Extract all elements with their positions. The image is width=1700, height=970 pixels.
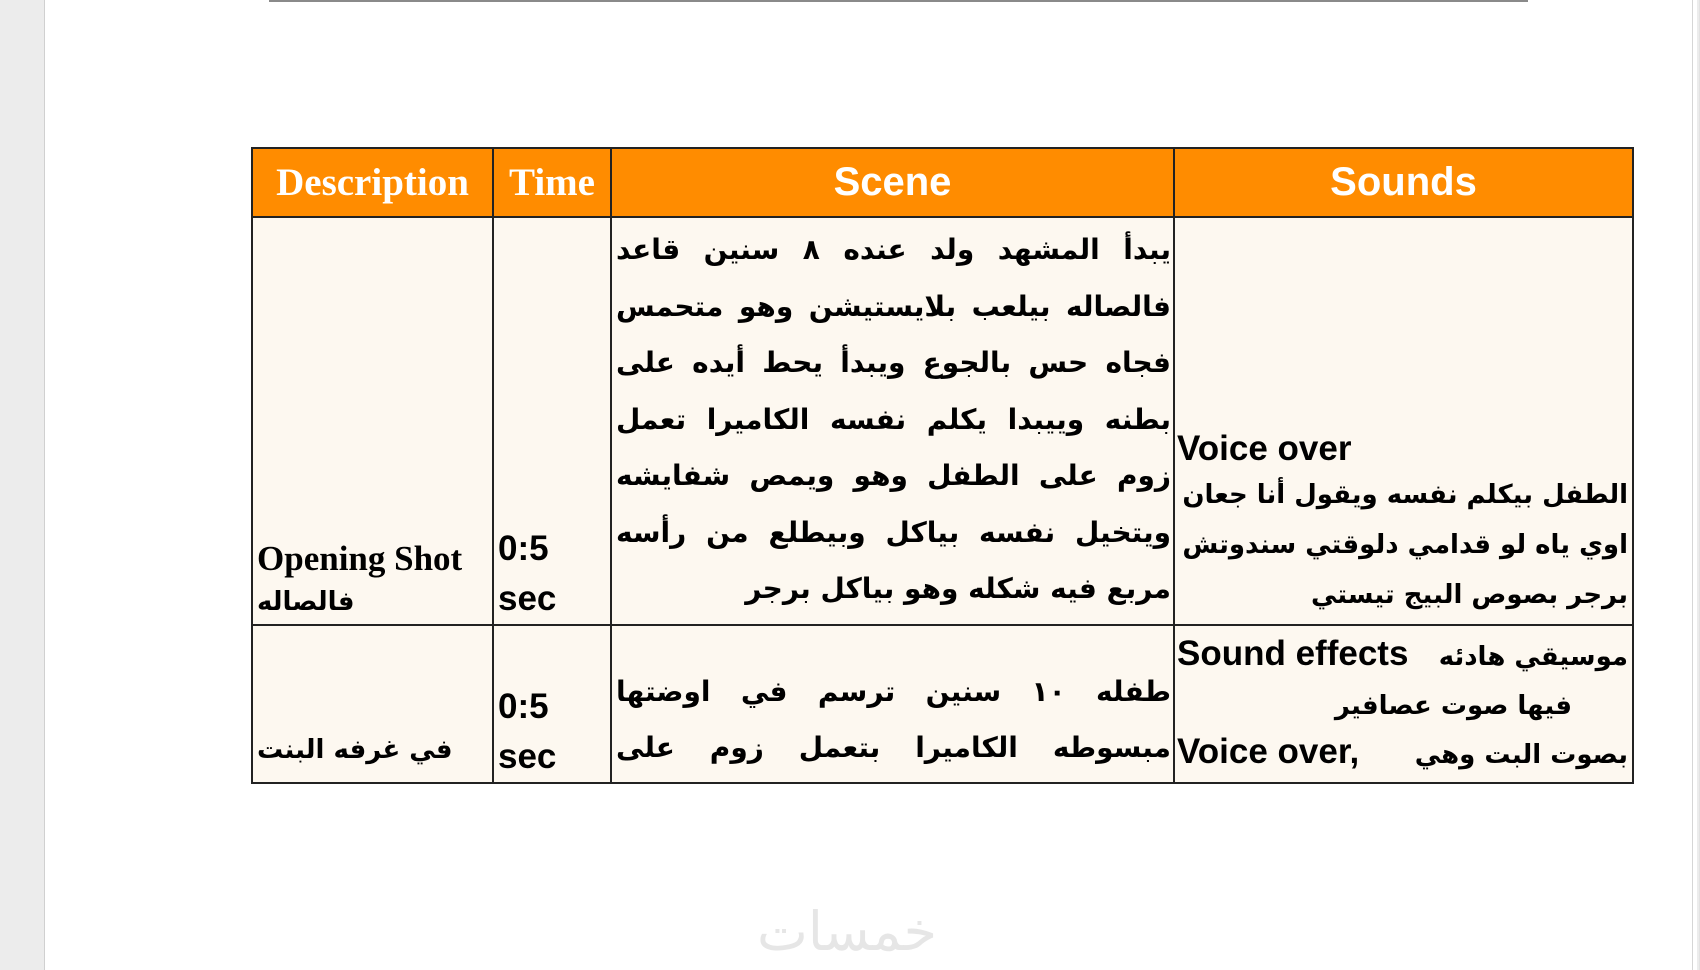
description-location: فالصاله bbox=[257, 586, 355, 617]
sounds-text: الطفل بيكلم نفسه ويقول أنا جعان اوي ياه لو قدامي دلوقتي سندوتش برجر بصوص البيج تيستي bbox=[1182, 479, 1628, 610]
time-unit: sec bbox=[498, 578, 557, 618]
table-row bbox=[252, 217, 1633, 625]
header-time: Time bbox=[493, 148, 611, 217]
scene-text: يبدأ المشهد ولد عنده ٨ سنين قاعد فالصاله بيلعب بلايستيشن وهو متحمس فجاه حس بالجوع ويبدأ يحط أيده على بطنه وييبدا يكلم نفسه الكاميرا تعمل زوم على الطفل وهو ويمص شفايشه ويتخيل نفسه بياكل وبيطلع من رأسه مربع فيه شكله وهو بياكل برجر bbox=[616, 233, 1171, 605]
time-cell bbox=[493, 217, 611, 625]
sound-effects-text: موسيقي هادئه bbox=[1438, 641, 1628, 672]
page-edge bbox=[1692, 0, 1693, 970]
description-cell bbox=[252, 217, 493, 625]
storyboard-table bbox=[251, 147, 1634, 784]
voice-over-text: بصوت البت وهي bbox=[1414, 739, 1628, 770]
description-title: Opening Shot bbox=[257, 538, 463, 578]
top-horizontal-rule bbox=[269, 0, 1528, 2]
time-value: 0:5 bbox=[498, 686, 549, 726]
watermark-logo: خمسات bbox=[757, 900, 938, 963]
time-value: 0:5 bbox=[498, 528, 549, 568]
sounds-label: Voice over bbox=[1177, 428, 1352, 468]
sounds-cell bbox=[1174, 217, 1633, 625]
table-header-row bbox=[252, 148, 1633, 217]
header-sounds: Sounds bbox=[1174, 148, 1633, 217]
table-row bbox=[252, 625, 1633, 783]
header-description: Description bbox=[252, 148, 493, 217]
sound-effects-text-2: فيها صوت عصافير bbox=[1334, 690, 1572, 721]
voice-over-label: Voice over, bbox=[1177, 731, 1360, 771]
scene-cell bbox=[611, 625, 1174, 783]
description-location: في غرفه البنت bbox=[257, 734, 453, 765]
header-scene: Scene bbox=[611, 148, 1174, 217]
scene-cell bbox=[611, 217, 1174, 625]
time-cell bbox=[493, 625, 611, 783]
scene-text: طفله ١٠ سنين ترسم في اوضتها مبسوطه الكاميرا بتعمل زوم على bbox=[616, 674, 1171, 764]
description-cell bbox=[252, 625, 493, 783]
sound-effects-label: Sound effects bbox=[1177, 633, 1409, 673]
sounds-cell bbox=[1174, 625, 1633, 783]
time-unit: sec bbox=[498, 736, 557, 776]
